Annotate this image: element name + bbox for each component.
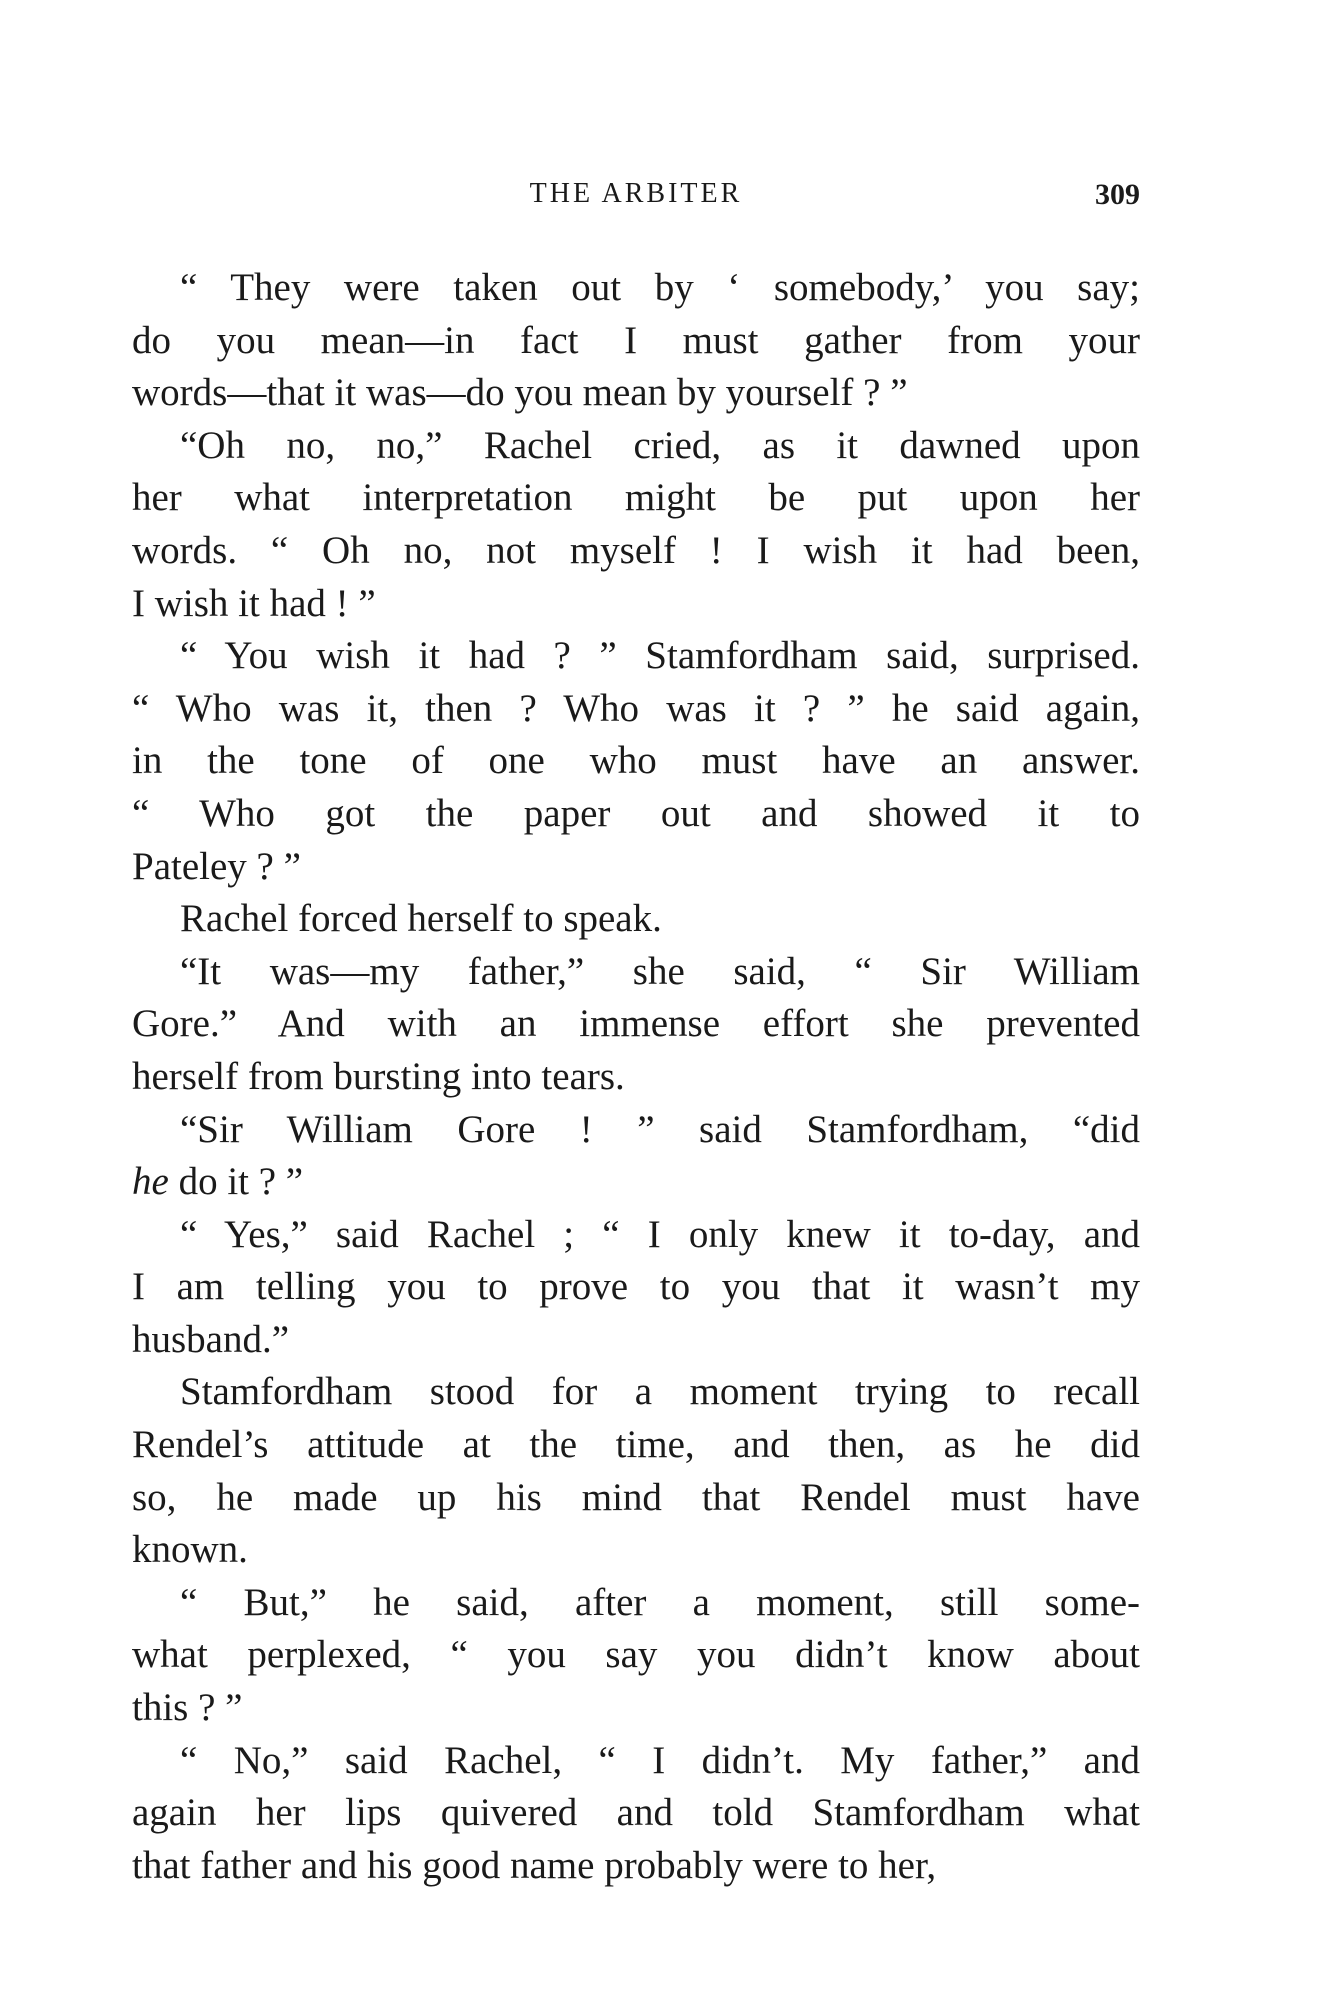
text-line: Rendel’s attitude at the time, and then, as he did: [132, 1423, 1140, 1467]
text-line: what perplexed, “ you say you didn’t know about: [132, 1633, 1140, 1677]
paragraph: [132, 1577, 1140, 1735]
text-line: “Sir William Gore ! ” said Stamfordham, “did: [180, 1107, 1140, 1151]
text-line: known.: [132, 1528, 248, 1572]
text-line: I wish it had ! ”: [132, 581, 376, 625]
text-line: herself from bursting into tears.: [132, 1054, 625, 1098]
text-line: “ But,” he said, after a moment, still some-: [180, 1580, 1140, 1624]
text-line: “ You wish it had ? ” Stamfordham said, surprised.: [180, 634, 1140, 678]
body-text: [132, 262, 1140, 1892]
text-line: Pateley ? ”: [132, 844, 301, 888]
text-line: “ Who got the paper out and showed it to: [132, 791, 1140, 835]
text-line: I am telling you to prove to you that it wasn’t my: [132, 1265, 1140, 1309]
text-line: Stamfordham stood for a moment trying to recall: [180, 1370, 1140, 1414]
paragraph: [132, 1366, 1140, 1576]
text-line: “ No,” said Rachel, “ I didn’t. My father,” and: [180, 1738, 1140, 1782]
text-line: “ Who was it, then ? Who was it ? ” he said again,: [132, 686, 1140, 730]
text-line: do you mean—in fact I must gather from your: [132, 318, 1140, 362]
paragraph: [132, 1104, 1140, 1209]
running-title: THE ARBITER: [529, 178, 743, 209]
paragraph: [132, 946, 1140, 1104]
text-line: that father and his good name probably were to her,: [132, 1843, 937, 1887]
text-line: again her lips quivered and told Stamfordham what: [132, 1791, 1140, 1835]
text-line: this ? ”: [132, 1686, 243, 1730]
text-line: Gore.” And with an immense effort she prevented: [132, 1002, 1140, 1046]
text-line: in the tone of one who must have an answer.: [132, 739, 1140, 783]
paragraph: [132, 630, 1140, 893]
paragraph: [132, 1209, 1140, 1367]
paragraph: [132, 262, 1140, 420]
text-line: “Oh no, no,” Rachel cried, as it dawned upon: [180, 423, 1140, 467]
text-line: so, he made up his mind that Rendel must have: [132, 1475, 1140, 1519]
text-line: words—that it was—do you mean by yourself ? ”: [132, 371, 908, 415]
text-line: “ Yes,” said Rachel ; “ I only knew it to-day, and: [180, 1212, 1140, 1256]
text-line: Rachel forced herself to speak.: [180, 897, 662, 941]
paragraph: [132, 1735, 1140, 1893]
paragraph: [132, 893, 1140, 946]
text-line: her what interpretation might be put upon her: [132, 476, 1140, 520]
text-line: words. “ Oh no, not myself ! I wish it had been,: [132, 528, 1140, 572]
running-head: [132, 178, 1140, 218]
page-number: 309: [1095, 178, 1140, 211]
text-line: “ They were taken out by ‘ somebody,’ you say;: [180, 266, 1140, 309]
text-line: he do it ? ”: [132, 1160, 304, 1204]
text-line: husband.”: [132, 1317, 290, 1361]
paragraph: [132, 420, 1140, 630]
text-line: “It was—my father,” she said, “ Sir William: [180, 949, 1140, 993]
